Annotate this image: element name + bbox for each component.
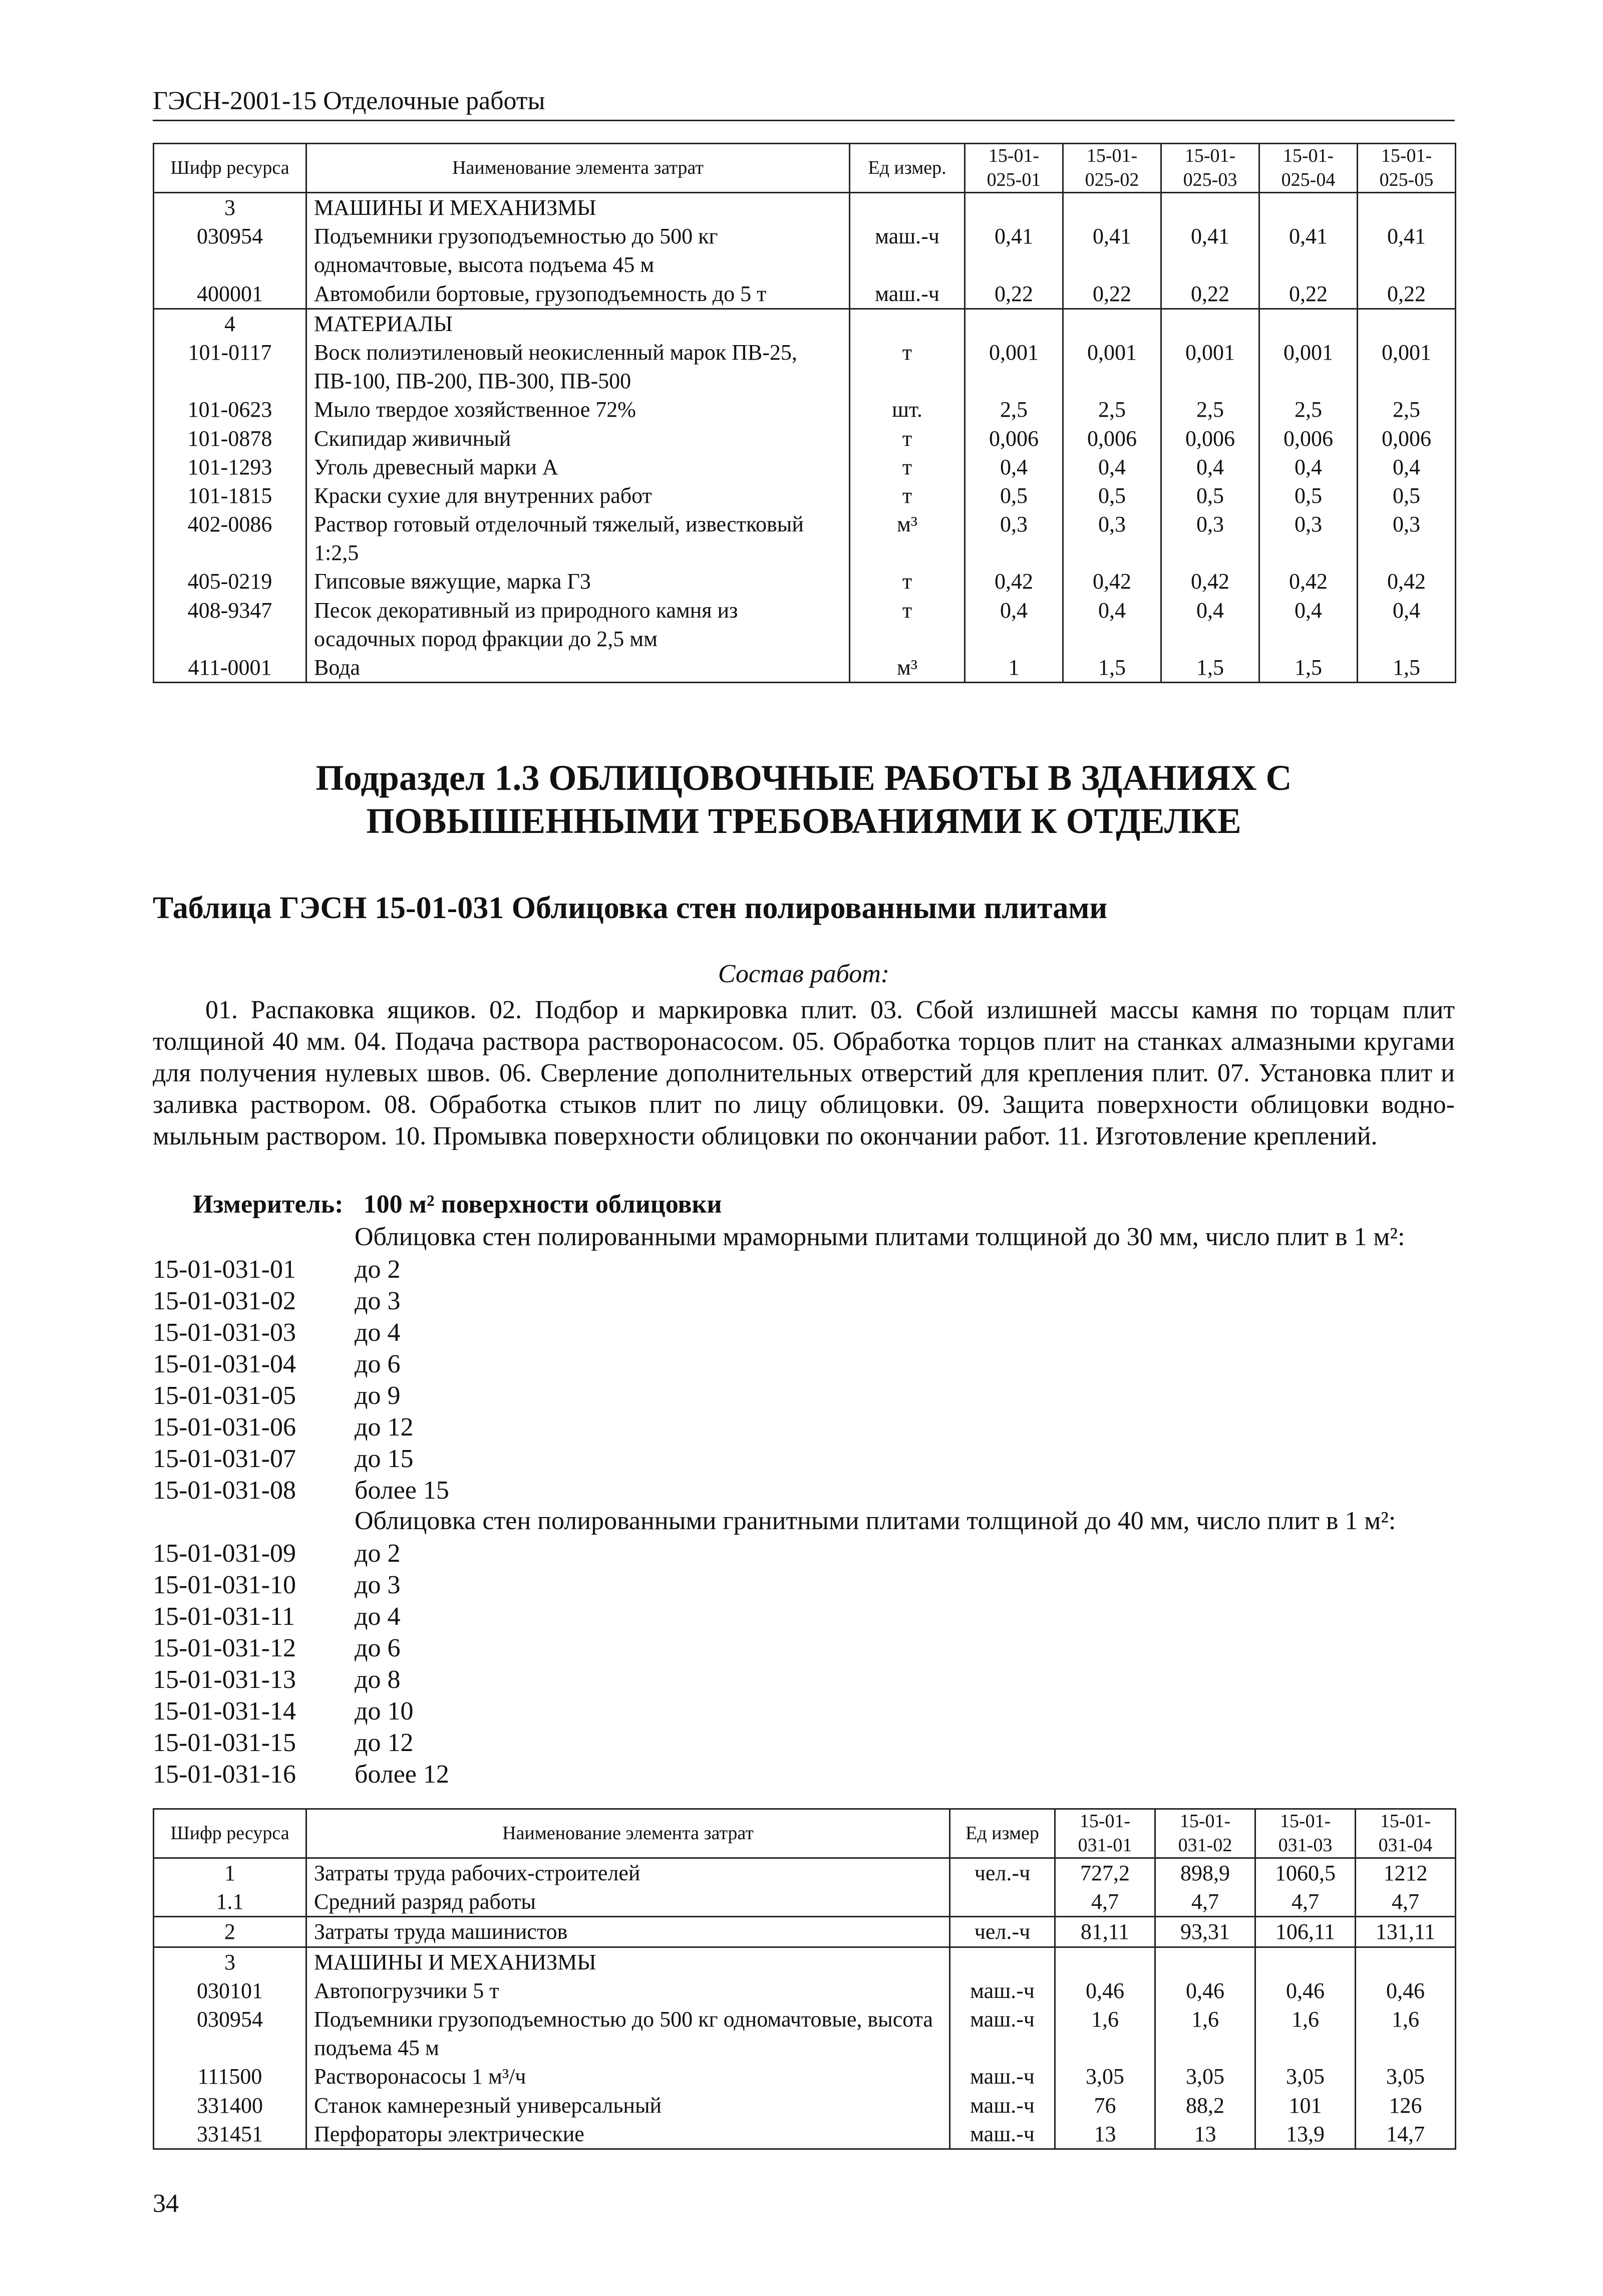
value-cell: 2,5 <box>965 395 1063 424</box>
resource-code: 030954 <box>154 2005 306 2062</box>
column-header: 15-01-025-03 <box>1161 144 1259 193</box>
value-cell: 0,4 <box>1358 596 1456 653</box>
value-cell: 2,5 <box>1358 395 1456 424</box>
norm-code: 15-01-031-08 <box>153 1476 296 1505</box>
norm-code: 15-01-031-07 <box>153 1445 296 1473</box>
empty-cell <box>965 309 1063 338</box>
column-header: Шифр ресурса <box>154 144 306 193</box>
norm-range: более 12 <box>355 1760 449 1789</box>
resource-name: Затраты труда машинистов <box>306 1917 950 1947</box>
resource-code: 2 <box>154 1917 306 1947</box>
norm-range: до 15 <box>355 1445 414 1473</box>
value-cell: 0,41 <box>1358 222 1456 279</box>
value-cell: 76 <box>1055 2091 1155 2120</box>
norm-range: до 6 <box>355 1634 401 1662</box>
norm-range: до 3 <box>355 1571 401 1599</box>
norm-range: до 9 <box>355 1381 401 1410</box>
norm-code: 15-01-031-14 <box>153 1697 296 1726</box>
value-cell: 93,31 <box>1155 1917 1255 1947</box>
value-cell: 4,7 <box>1356 1887 1456 1917</box>
norm-item <box>153 1254 449 1285</box>
value-cell: 81,11 <box>1055 1917 1155 1947</box>
norm-range: до 4 <box>355 1318 401 1347</box>
value-cell: 0,3 <box>1063 510 1161 567</box>
value-cell: 0,42 <box>1259 567 1358 596</box>
table-row <box>154 1947 1456 1976</box>
empty-cell <box>1358 309 1456 338</box>
resource-name: Перфораторы электрические <box>306 2120 950 2149</box>
value-cell: 2,5 <box>1259 395 1358 424</box>
unit-cell: маш.-ч <box>950 2062 1055 2091</box>
resource-name: МАШИНЫ И МЕХАНИЗМЫ <box>306 1947 950 1976</box>
empty-cell <box>850 193 965 222</box>
unit-cell: маш.-ч <box>950 2120 1055 2149</box>
value-cell: 0,001 <box>1358 338 1456 395</box>
value-cell: 88,2 <box>1155 2091 1255 2120</box>
table-header-row <box>154 1809 1456 1858</box>
subsection-title: Подраздел 1.3 ОБЛИЦОВОЧНЫЕ РАБОТЫ В ЗДАНИЯХ С ПОВЫШЕННЫМИ ТРЕБОВАНИЯМИ К ОТДЕЛКЕ <box>315 758 1292 841</box>
value-cell: 0,22 <box>1358 279 1456 309</box>
value-cell: 0,006 <box>1063 424 1161 453</box>
resource-name: Воск полиэтиленовый неокисленный марок ПВ-25, ПВ-100, ПВ-200, ПВ-300, ПВ-500 <box>306 338 850 395</box>
table-row <box>154 2120 1456 2149</box>
resource-code: 1.1 <box>154 1887 306 1917</box>
norm-item <box>153 1380 449 1411</box>
unit-cell <box>950 1947 1055 1976</box>
value-cell: 1,5 <box>1358 653 1456 683</box>
resource-code: 400001 <box>154 279 306 309</box>
table-row <box>154 1917 1456 1947</box>
resource-code: 1 <box>154 1858 306 1888</box>
value-cell: 0,006 <box>1259 424 1358 453</box>
norm-range: до 2 <box>355 1539 401 1568</box>
value-cell: 898,9 <box>1155 1858 1255 1888</box>
value-cell: 0,42 <box>1063 567 1161 596</box>
empty-cell <box>1358 193 1456 222</box>
value-cell: 3,05 <box>1155 2062 1255 2091</box>
value-cell: 1,6 <box>1155 2005 1255 2062</box>
unit-cell: маш.-ч <box>950 2005 1055 2062</box>
value-cell: 0,5 <box>1259 481 1358 510</box>
value-cell: 3,05 <box>1055 2062 1155 2091</box>
resource-code: 3 <box>154 1947 306 1976</box>
norm-range: более 15 <box>355 1476 449 1505</box>
resource-name: Песок декоративный из природного камня из осадочных пород фракции до 2,5 мм <box>306 596 850 653</box>
resource-code: 402-0086 <box>154 510 306 567</box>
resource-code: 411-0001 <box>154 653 306 683</box>
resource-name: Вода <box>306 653 850 683</box>
resource-name: Раствор готовый отделочный тяжелый, известковый 1:2,5 <box>306 510 850 567</box>
value-cell: 0,4 <box>1161 596 1259 653</box>
value-cell: 1,5 <box>1063 653 1161 683</box>
value-cell: 0,5 <box>1161 481 1259 510</box>
norm-code: 15-01-031-10 <box>153 1571 296 1599</box>
value-cell: 14,7 <box>1356 2120 1456 2149</box>
section-row <box>154 193 1456 222</box>
value-cell: 0,46 <box>1055 1976 1155 2005</box>
column-header: 15-01-025-05 <box>1358 144 1456 193</box>
column-header: 15-01-031-03 <box>1255 1809 1356 1858</box>
resource-name: Мыло твердое хозяйственное 72% <box>306 395 850 424</box>
value-cell <box>1155 1947 1255 1976</box>
page-number: 34 <box>153 2189 179 2218</box>
value-cell: 1,5 <box>1161 653 1259 683</box>
table-row <box>154 481 1456 510</box>
value-cell: 0,4 <box>1259 453 1358 481</box>
norm-code: 15-01-031-11 <box>153 1602 295 1631</box>
table-row <box>154 1976 1456 2005</box>
value-cell <box>1255 1947 1356 1976</box>
value-cell: 0,4 <box>965 596 1063 653</box>
value-cell: 0,41 <box>1063 222 1161 279</box>
column-header: 15-01-031-02 <box>1155 1809 1255 1858</box>
value-cell: 0,4 <box>1161 453 1259 481</box>
column-header: 15-01-025-04 <box>1259 144 1358 193</box>
resource-code: 405-0219 <box>154 567 306 596</box>
section-title: МАШИНЫ И МЕХАНИЗМЫ <box>306 193 850 222</box>
resource-name: Гипсовые вяжущие, марка Г3 <box>306 567 850 596</box>
section-title: МАТЕРИАЛЫ <box>306 309 850 338</box>
norm-range: до 6 <box>355 1350 401 1378</box>
section-number: 4 <box>154 309 306 338</box>
value-cell: 0,4 <box>1063 596 1161 653</box>
unit-cell: т <box>850 424 965 453</box>
table-row <box>154 395 1456 424</box>
table-row <box>154 2062 1456 2091</box>
section-row <box>154 309 1456 338</box>
norm-list-marble <box>153 1254 449 1506</box>
value-cell: 0,3 <box>1259 510 1358 567</box>
empty-cell <box>1259 193 1358 222</box>
resource-code: 101-0878 <box>154 424 306 453</box>
table-title: Таблица ГЭСН 15-01-031 Облицовка стен полированными плитами <box>153 891 1108 925</box>
resource-code: 111500 <box>154 2062 306 2091</box>
unit-cell: т <box>850 481 965 510</box>
norm-code: 15-01-031-04 <box>153 1350 296 1378</box>
norm-item <box>153 1475 449 1506</box>
resource-code: 408-9347 <box>154 596 306 653</box>
unit-cell: шт. <box>850 395 965 424</box>
unit-cell: маш.-ч <box>950 1976 1055 2005</box>
value-cell <box>1055 1947 1155 1976</box>
value-cell: 0,41 <box>965 222 1063 279</box>
norm-item <box>153 1348 449 1380</box>
value-cell: 0,001 <box>1259 338 1358 395</box>
table-row <box>154 596 1456 653</box>
resource-code: 101-0117 <box>154 338 306 395</box>
table-row <box>154 279 1456 309</box>
value-cell: 0,42 <box>965 567 1063 596</box>
resource-code: 101-1293 <box>154 453 306 481</box>
value-cell: 3,05 <box>1356 2062 1456 2091</box>
unit-cell: м³ <box>850 653 965 683</box>
unit-cell: маш.-ч <box>850 279 965 309</box>
table-row <box>154 653 1456 683</box>
resource-name: Скипидар живичный <box>306 424 850 453</box>
resource-name: Автомобили бортовые, грузоподъемность до 5 т <box>306 279 850 309</box>
unit-cell: чел.-ч <box>950 1917 1055 1947</box>
measure-label: Измеритель: <box>193 1190 344 1219</box>
empty-cell <box>1161 193 1259 222</box>
norm-item <box>153 1601 449 1632</box>
norm-item <box>153 1569 449 1601</box>
value-cell: 1,6 <box>1055 2005 1155 2062</box>
norm-code: 15-01-031-03 <box>153 1318 296 1347</box>
column-header: Шифр ресурса <box>154 1809 306 1858</box>
column-header: Наименование элемента затрат <box>306 1809 950 1858</box>
norm-range: до 8 <box>355 1665 401 1694</box>
work-composition-text: 01. Распаковка ящиков. 02. Подбор и маркировка плит. 03. Сбой излишней массы камня по торцам плит толщиной 40 мм. 04. Подача раствора растворонасосом. 05. Обработка торцов плит на станках алмазными кругами для получения нулевых швов. 06. Сверление дополнительных отверстий для крепления плит. 07. Установка плит и заливка раствором. 08. Обработка стыков плит по лицу облицовки. 09. Защита поверхности облицовки водно-мыльным раствором. 10. Промывка поверхности облицовки по окончании работ. 11. Изготовление креплений. <box>153 996 1455 1151</box>
table-row <box>154 424 1456 453</box>
norm-code: 15-01-031-02 <box>153 1287 296 1315</box>
norm-code: 15-01-031-01 <box>153 1255 296 1284</box>
value-cell: 0,3 <box>1161 510 1259 567</box>
resource-code: 331451 <box>154 2120 306 2149</box>
resource-name: Средний разряд работы <box>306 1887 950 1917</box>
norm-code: 15-01-031-05 <box>153 1381 296 1410</box>
value-cell: 1 <box>965 653 1063 683</box>
norm-item <box>153 1664 449 1695</box>
column-header: 15-01-031-04 <box>1356 1809 1456 1858</box>
value-cell: 0,4 <box>1358 453 1456 481</box>
value-cell: 0,22 <box>1063 279 1161 309</box>
norm-range: до 3 <box>355 1287 401 1315</box>
norm-code: 15-01-031-06 <box>153 1413 296 1442</box>
value-cell: 106,11 <box>1255 1917 1356 1947</box>
norm-range: до 10 <box>355 1697 414 1726</box>
value-cell: 2,5 <box>1161 395 1259 424</box>
value-cell: 0,001 <box>965 338 1063 395</box>
value-cell: 0,22 <box>1259 279 1358 309</box>
column-header: 15-01-031-01 <box>1055 1809 1155 1858</box>
value-cell: 0,46 <box>1155 1976 1255 2005</box>
value-cell: 0,46 <box>1356 1976 1456 2005</box>
value-cell: 0,006 <box>1358 424 1456 453</box>
value-cell: 13,9 <box>1255 2120 1356 2149</box>
resource-name: Затраты труда рабочих-строителей <box>306 1858 950 1888</box>
running-header: ГЭСН-2001-15 Отделочные работы <box>153 86 1455 121</box>
value-cell: 4,7 <box>1155 1887 1255 1917</box>
value-cell: 13 <box>1155 2120 1255 2149</box>
norm-item <box>153 1759 449 1790</box>
value-cell: 1212 <box>1356 1858 1456 1888</box>
empty-cell <box>1063 193 1161 222</box>
value-cell: 0,42 <box>1161 567 1259 596</box>
resource-name: Подъемники грузоподъемностью до 500 кг одномачтовые, высота подъема 45 м <box>306 2005 950 2062</box>
unit-cell: маш.-ч <box>950 2091 1055 2120</box>
unit-cell: м³ <box>850 510 965 567</box>
table-row <box>154 453 1456 481</box>
empty-cell <box>1063 309 1161 338</box>
column-header: Ед измер. <box>850 144 965 193</box>
norm-code: 15-01-031-09 <box>153 1539 296 1568</box>
value-cell: 0,3 <box>965 510 1063 567</box>
norm-item <box>153 1695 449 1727</box>
table-row <box>154 338 1456 395</box>
norm-item <box>153 1538 449 1569</box>
norm-list-granite <box>153 1538 449 1790</box>
value-cell: 0,006 <box>1161 424 1259 453</box>
table-row <box>154 567 1456 596</box>
table-row <box>154 222 1456 279</box>
resource-code: 331400 <box>154 2091 306 2120</box>
norm-code: 15-01-031-15 <box>153 1729 296 1757</box>
norm-item <box>153 1727 449 1759</box>
unit-cell: т <box>850 338 965 395</box>
value-cell: 3,05 <box>1255 2062 1356 2091</box>
value-cell: 0,001 <box>1063 338 1161 395</box>
resource-code: 030954 <box>154 222 306 279</box>
value-cell: 2,5 <box>1063 395 1161 424</box>
value-cell: 4,7 <box>1255 1887 1356 1917</box>
value-cell: 131,11 <box>1356 1917 1456 1947</box>
value-cell: 0,22 <box>965 279 1063 309</box>
measure-line <box>193 1190 722 1219</box>
table-row <box>154 1858 1456 1888</box>
norm-range: до 12 <box>355 1413 414 1442</box>
norm-item <box>153 1317 449 1348</box>
table-row <box>154 510 1456 567</box>
table-row <box>154 1887 1456 1917</box>
value-cell: 1,5 <box>1259 653 1358 683</box>
resource-code: 030101 <box>154 1976 306 2005</box>
value-cell: 0,22 <box>1161 279 1259 309</box>
value-cell: 0,4 <box>965 453 1063 481</box>
resource-name: Автопогрузчики 5 т <box>306 1976 950 2005</box>
value-cell: 0,46 <box>1255 1976 1356 2005</box>
norm-code: 15-01-031-12 <box>153 1634 296 1662</box>
value-cell: 0,5 <box>1063 481 1161 510</box>
resource-table-15-01-025 <box>153 143 1456 683</box>
empty-cell <box>965 193 1063 222</box>
column-header: 15-01-025-02 <box>1063 144 1161 193</box>
unit-cell <box>950 1887 1055 1917</box>
norm-range: до 2 <box>355 1255 401 1284</box>
value-cell: 126 <box>1356 2091 1456 2120</box>
resource-code: 101-0623 <box>154 395 306 424</box>
table-header-row <box>154 144 1456 193</box>
norm-code: 15-01-031-16 <box>153 1760 296 1789</box>
value-cell: 1,6 <box>1255 2005 1356 2062</box>
column-header: Наименование элемента затрат <box>306 144 850 193</box>
table-row <box>154 2091 1456 2120</box>
unit-cell: т <box>850 567 965 596</box>
column-header: 15-01-025-01 <box>965 144 1063 193</box>
resource-name: Станок камнерезный универсальный <box>306 2091 950 2120</box>
measure-value: 100 м² поверхности облицовки <box>363 1190 722 1219</box>
column-header: Ед измер <box>950 1809 1055 1858</box>
unit-cell: чел.-ч <box>950 1858 1055 1888</box>
resource-name: Уголь древесный марки А <box>306 453 850 481</box>
value-cell: 0,3 <box>1358 510 1456 567</box>
value-cell: 0,5 <box>965 481 1063 510</box>
value-cell: 0,42 <box>1358 567 1456 596</box>
value-cell: 0,4 <box>1259 596 1358 653</box>
norm-range: до 4 <box>355 1602 401 1631</box>
unit-cell: т <box>850 453 965 481</box>
resource-name: Растворонасосы 1 м³/ч <box>306 2062 950 2091</box>
norm-code: 15-01-031-13 <box>153 1665 296 1694</box>
value-cell: 0,006 <box>965 424 1063 453</box>
empty-cell <box>1259 309 1358 338</box>
group-title-marble: Облицовка стен полированными мраморными плитами толщиной до 30 мм, число плит в 1 м²: <box>355 1223 1405 1251</box>
resource-table-15-01-031 <box>153 1808 1456 2150</box>
value-cell: 1,6 <box>1356 2005 1456 2062</box>
value-cell: 13 <box>1055 2120 1155 2149</box>
resource-name: Краски сухие для внутренних работ <box>306 481 850 510</box>
table-row <box>154 2005 1456 2062</box>
norm-item <box>153 1632 449 1664</box>
value-cell: 0,41 <box>1259 222 1358 279</box>
value-cell: 4,7 <box>1055 1887 1155 1917</box>
norm-item <box>153 1443 449 1475</box>
value-cell: 727,2 <box>1055 1858 1155 1888</box>
resource-name: Подъемники грузоподъемностью до 500 кг одномачтовые, высота подъема 45 м <box>306 222 850 279</box>
norm-item <box>153 1285 449 1317</box>
value-cell: 0,5 <box>1358 481 1456 510</box>
composition-title: Состав работ: <box>718 960 890 988</box>
unit-cell: т <box>850 596 965 653</box>
value-cell <box>1356 1947 1456 1976</box>
norm-range: до 12 <box>355 1729 414 1757</box>
group-title-granite: Облицовка стен полированными гранитными плитами толщиной до 40 мм, число плит в 1 м²: <box>355 1507 1396 1535</box>
unit-cell: маш.-ч <box>850 222 965 279</box>
empty-cell <box>1161 309 1259 338</box>
value-cell: 0,41 <box>1161 222 1259 279</box>
value-cell: 0,4 <box>1063 453 1161 481</box>
value-cell: 1060,5 <box>1255 1858 1356 1888</box>
value-cell: 0,001 <box>1161 338 1259 395</box>
section-number: 3 <box>154 193 306 222</box>
resource-code: 101-1815 <box>154 481 306 510</box>
empty-cell <box>850 309 965 338</box>
norm-item <box>153 1411 449 1443</box>
value-cell: 101 <box>1255 2091 1356 2120</box>
